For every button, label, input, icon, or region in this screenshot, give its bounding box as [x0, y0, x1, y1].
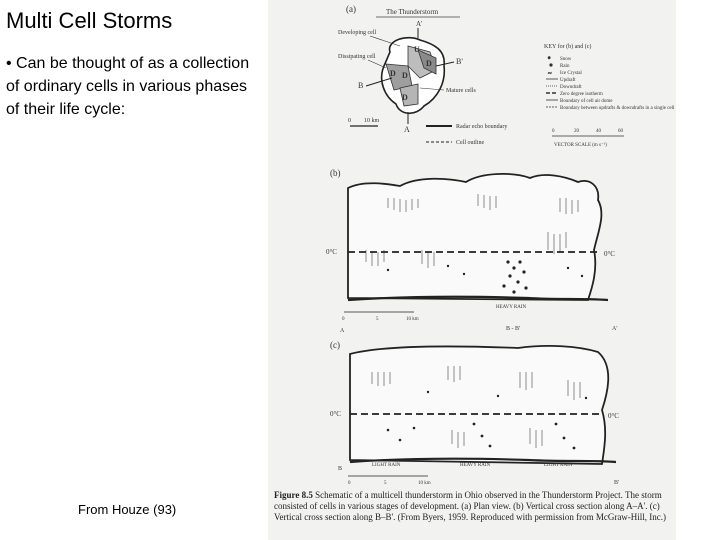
figure-scan	[268, 0, 676, 540]
c-scale-0: 0	[348, 481, 351, 486]
b-label: B	[358, 81, 364, 90]
b-axis-a: A	[340, 328, 345, 334]
b-section-label: B - B'	[506, 326, 521, 332]
svg-text:~: ~	[548, 71, 552, 77]
svg-text:*: *	[548, 57, 551, 63]
key-item-downdraft: Downdraft	[560, 85, 582, 90]
mature-cells-label: Mature cells	[446, 88, 476, 94]
panel-a-label: (a)	[346, 4, 356, 14]
storm-title: The Thunderstorm	[386, 8, 439, 16]
radar-echo-label: Radar echo boundary	[456, 124, 508, 130]
vector-tick-60: 60	[618, 129, 623, 134]
key-item-updraft: Updraft	[560, 78, 576, 83]
b-prime-label: B'	[456, 57, 463, 66]
cell-outline-label: Cell outline	[456, 140, 485, 146]
source-credit: From Houze (93)	[78, 502, 177, 517]
b-axis-a-prime: A'	[612, 326, 618, 332]
caption-lead: Figure 8.5	[274, 490, 313, 500]
a-prime-label: A'	[416, 20, 423, 28]
vector-tick-40: 40	[596, 129, 601, 134]
key-item-air-dome: Boundary of cell air dome	[560, 99, 613, 104]
b-scale-10km: 10 km	[406, 317, 419, 322]
c-light-rain-left: LIGHT RAIN	[372, 463, 401, 468]
figure-caption	[274, 490, 674, 523]
panel-c-label: (c)	[330, 340, 340, 350]
developing-cell-label: Developing cell	[338, 30, 377, 36]
b-zero-c-left: 0°C	[326, 248, 337, 256]
c-scale-5: 5	[384, 481, 387, 486]
key-item-snow: Snow	[560, 57, 572, 62]
c-heavy-rain: HEAVY RAIN	[460, 463, 491, 468]
key-title: KEY for (b) and (c)	[544, 44, 592, 50]
b-scale-0: 0	[342, 317, 345, 322]
c-scale-10km: 10 km	[418, 481, 431, 486]
plan-scale-zero: 0	[348, 118, 351, 124]
vector-scale-label: VECTOR SCALE (m s⁻¹)	[554, 143, 607, 148]
vector-tick-0: 0	[552, 129, 555, 134]
bullet-text: • Can be thought of as a collection of ordinary cells in various phases of their life cycle:	[6, 55, 250, 118]
c-zero-c-right: 0°C	[608, 412, 619, 420]
panel-b-label: (b)	[330, 168, 341, 178]
c-axis-b-prime: B'	[614, 480, 620, 486]
plan-scale-10km: 10 km	[364, 118, 380, 124]
key-item-boundary: Boundary between updrafts & downdrafts in a single cell	[560, 106, 675, 111]
a-label: A	[404, 125, 410, 134]
cell-d-label-2: D	[426, 59, 432, 68]
caption-body: Schematic of a multicell thunderstorm in Ohio observed in the Thunderstorm Project. The storm consisted of cells in various stages of development. (a) Plan view. (b) Vertical cross section along A–A'. (c) Vertical cross section along B–B'. (From Byers, 1959. Reproduced with permission from McGraw-Hill, Inc.)	[274, 490, 667, 522]
c-light-rain-right: LIGHT RAIN	[544, 463, 573, 468]
b-scale-5: 5	[376, 317, 379, 322]
c-zero-c-left: 0°C	[330, 410, 341, 418]
figure-drawing	[268, 0, 676, 540]
cell-d-label-3: D	[402, 71, 408, 80]
c-axis-b: B	[338, 466, 343, 472]
cell-d-label-1: D	[390, 69, 396, 78]
slide-title: Multi Cell Storms	[6, 8, 173, 33]
b-zero-c-right: 0°C	[604, 250, 615, 258]
dissipating-cell-label: Dissipating cell	[338, 54, 376, 60]
b-heavy-rain: HEAVY RAIN	[496, 305, 527, 310]
cell-d-label-4: D	[402, 93, 408, 102]
key-item-ice: Ice Crystal	[560, 71, 582, 76]
vector-tick-20: 20	[574, 129, 579, 134]
key-item-rain: Rain	[560, 64, 570, 69]
key-item-isotherm: Zero degree isotherm	[560, 92, 603, 97]
cell-u-label: U	[414, 45, 420, 54]
